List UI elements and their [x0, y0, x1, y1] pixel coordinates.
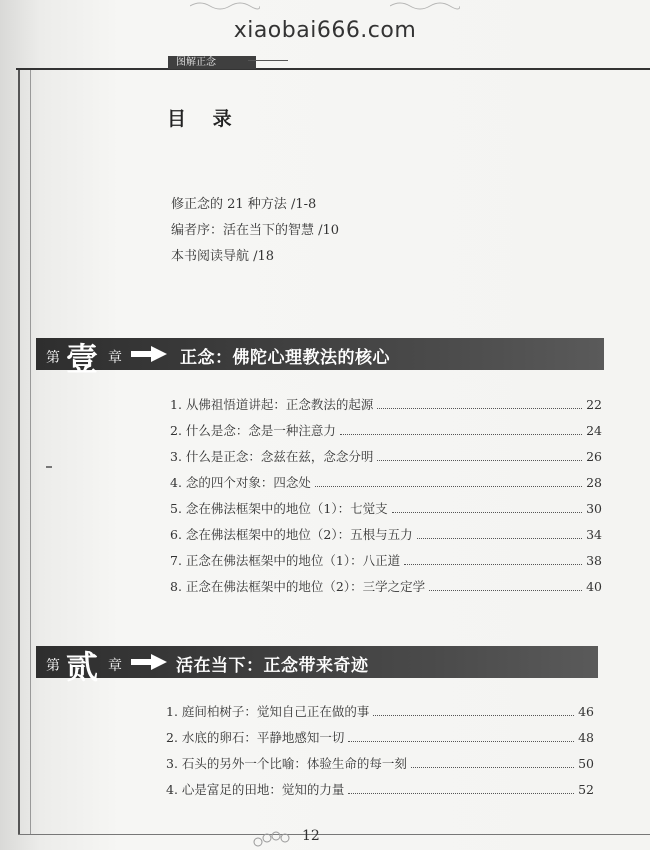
- toc-entry-title: 3. 什么是正念：念兹在兹，念念分明: [170, 449, 374, 464]
- toc-entry-page: 24: [586, 423, 602, 438]
- dot-leader: [348, 732, 574, 742]
- toc-entry-title: 5. 念在佛法框架中的地位（1）：七觉支: [170, 501, 388, 516]
- header-rule: [16, 68, 650, 70]
- toc-entry-title: 2. 什么是念：念是一种注意力: [170, 423, 336, 438]
- header-tab-line: [248, 60, 288, 70]
- toc-entry[interactable]: [166, 728, 594, 746]
- dot-leader: [340, 425, 582, 435]
- chapter-heading-2: [36, 646, 598, 686]
- watermark: xiaobai666.com: [233, 18, 417, 43]
- toc-entry-title: 1. 从佛祖悟道讲起：正念教法的起源: [170, 397, 374, 412]
- chapter-suffix: 章: [108, 350, 122, 366]
- toc-entry-title: 4. 心是富足的田地：觉知的力量: [166, 782, 345, 797]
- arrow-right-icon: [131, 346, 167, 362]
- toc-entry[interactable]: [166, 780, 594, 798]
- toc-entry-page: 26: [586, 449, 602, 464]
- toc-entry[interactable]: [170, 447, 602, 465]
- toc-entry-page: 30: [586, 501, 602, 516]
- dot-leader: [404, 555, 582, 565]
- toc-entry[interactable]: [170, 395, 602, 413]
- dot-leader: [411, 758, 574, 768]
- toc-entry[interactable]: [170, 473, 602, 491]
- running-header: 图解正念: [168, 56, 256, 69]
- toc-entry-title: 4. 念的四个对象：四念处: [170, 475, 311, 490]
- toc-entry-title: 3. 石头的另外一个比喻：体验生命的每一刻: [166, 756, 407, 771]
- page-border-left-inner: [30, 68, 31, 834]
- toc-entry-title: 8. 正念在佛法框架中的地位（2）：三学之定学: [170, 579, 426, 594]
- toc-entry[interactable]: [170, 499, 602, 517]
- ornament-icon: [190, 0, 260, 12]
- toc-entry[interactable]: [170, 421, 602, 439]
- toc-entry[interactable]: [170, 577, 602, 595]
- toc-entry-page: 50: [578, 756, 594, 771]
- toc-entry-page: 22: [586, 397, 602, 412]
- chapter-prefix: 第: [46, 350, 60, 366]
- page-title: 目 录: [167, 108, 242, 130]
- dot-leader: [348, 784, 574, 794]
- front-matter-item: 编者序：活在当下的智慧 /10: [171, 223, 340, 238]
- page-number: 12: [302, 828, 320, 844]
- dot-leader: [315, 477, 582, 487]
- toc-entry[interactable]: [166, 702, 594, 720]
- chapter-numeral: 壹: [66, 340, 99, 378]
- front-matter-item: 本书阅读导航 /18: [171, 249, 275, 264]
- dot-leader: [429, 581, 582, 591]
- toc-entry-page: 48: [578, 730, 594, 745]
- toc-entry-page: 46: [578, 704, 594, 719]
- toc-entry-page: 34: [586, 527, 602, 542]
- toc-entry[interactable]: [170, 551, 602, 569]
- chapter-heading-1: [36, 338, 604, 378]
- page-border-left: [18, 68, 20, 834]
- toc-entry-page: 28: [586, 475, 602, 490]
- toc-entry-page: 38: [586, 553, 602, 568]
- dot-leader: [392, 503, 582, 513]
- beads-ornament-icon: [250, 826, 300, 850]
- toc-entry-page: 52: [578, 782, 594, 797]
- dot-leader: [373, 706, 574, 716]
- margin-mark: [46, 466, 52, 468]
- chapter-suffix: 章: [108, 658, 122, 674]
- dot-leader: [417, 529, 582, 539]
- toc-entry[interactable]: [170, 525, 602, 543]
- chapter-title: 活在当下：正念带来奇迹: [176, 656, 369, 676]
- arrow-right-icon: [131, 654, 167, 670]
- footer-rule: [18, 834, 650, 835]
- toc-entry-page: 40: [586, 579, 602, 594]
- chapter-numeral: 贰: [66, 648, 99, 686]
- front-matter-item: 修正念的 21 种方法 /1-8: [171, 197, 317, 212]
- dot-leader: [377, 451, 582, 461]
- toc-entry-title: 2. 水底的卵石：平静地感知一切: [166, 730, 345, 745]
- ornament-icon: [390, 0, 460, 12]
- toc-entry-title: 7. 正念在佛法框架中的地位（1）：八正道: [170, 553, 401, 568]
- chapter-title: 正念：佛陀心理教法的核心: [180, 348, 390, 368]
- toc-entry-title: 6. 念在佛法框架中的地位（2）：五根与五力: [170, 527, 413, 542]
- toc-entry-title: 1. 庭间柏树子：觉知自己正在做的事: [166, 704, 370, 719]
- chapter-prefix: 第: [46, 658, 60, 674]
- toc-entry[interactable]: [166, 754, 594, 772]
- dot-leader: [377, 399, 582, 409]
